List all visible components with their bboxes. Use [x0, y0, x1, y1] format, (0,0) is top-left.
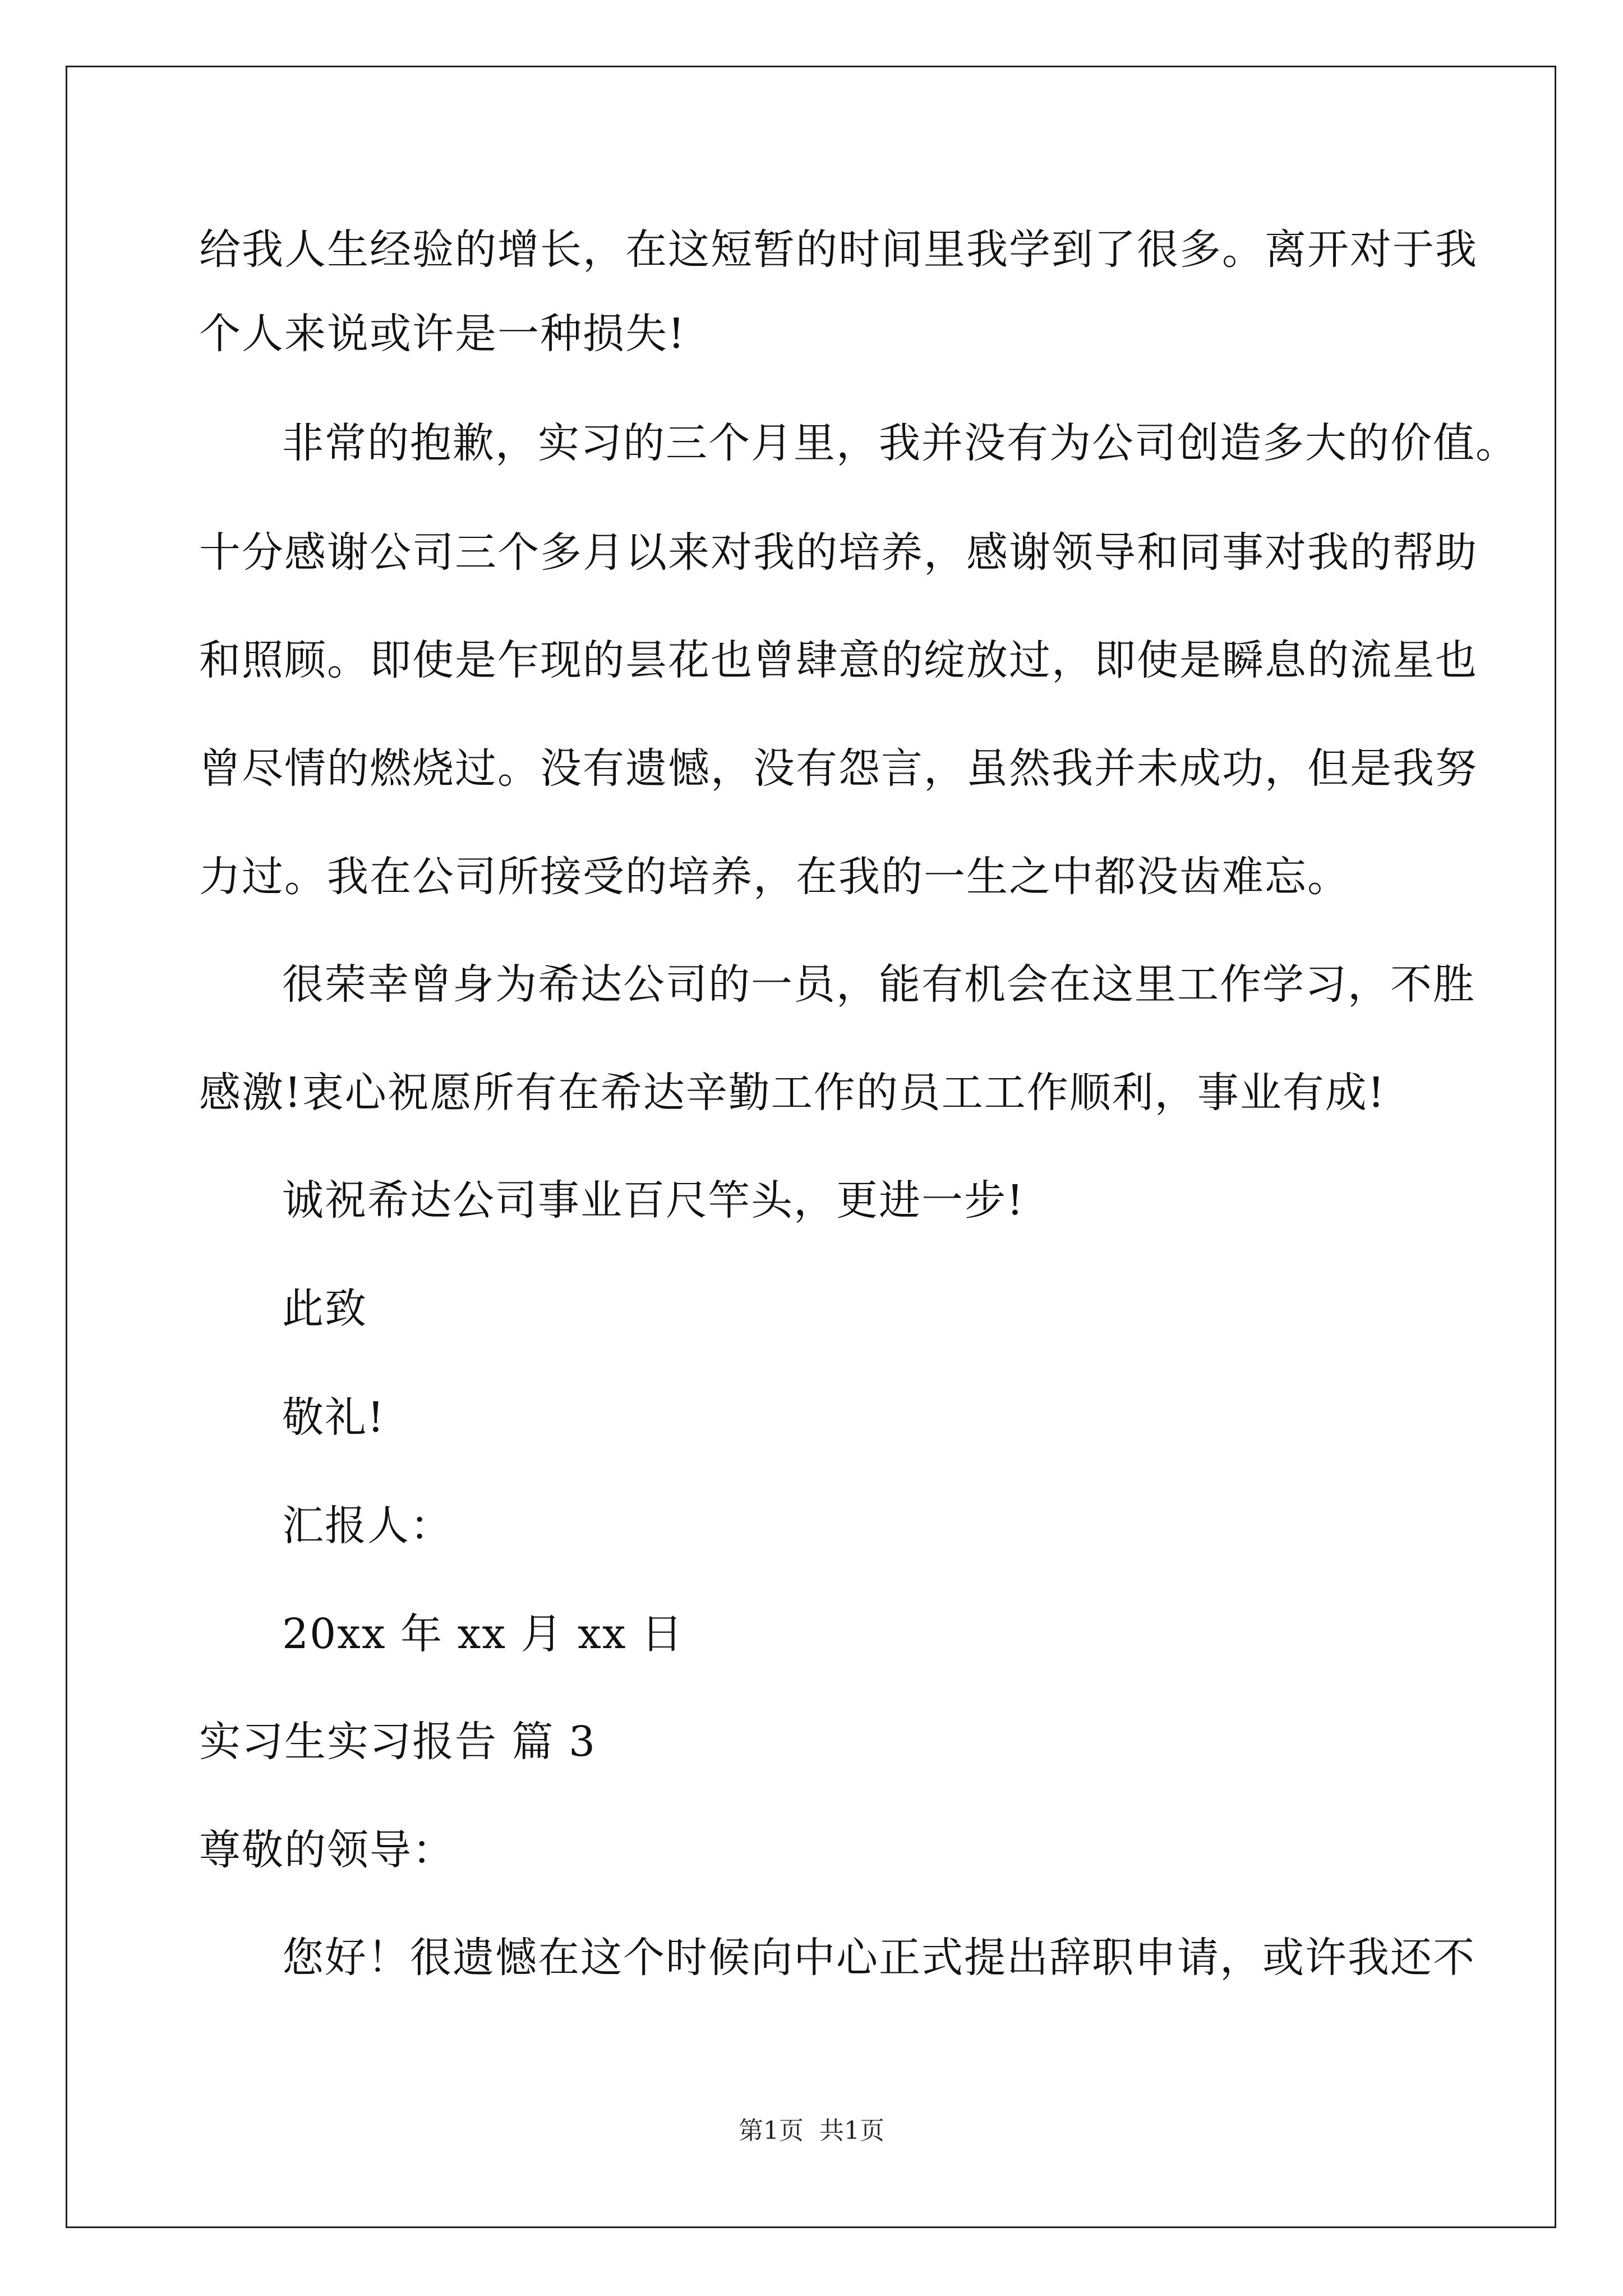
letter-greeting: 尊敬的领导：	[199, 1826, 455, 1874]
text-line: 力过。我在公司所接受的培养，在我的一生之中都没齿难忘。	[199, 853, 1350, 901]
closing-regards: 敬礼!	[282, 1393, 385, 1442]
text-line: 很荣幸曾身为希达公司的一员，能有机会在这里工作学习，不胜	[282, 960, 1476, 1009]
closing-salutation: 此致	[282, 1285, 367, 1333]
page-total: 共1页	[819, 2116, 884, 2145]
reporter-label: 汇报人：	[282, 1502, 453, 1550]
text-line: 个人来说或许是一种损失!	[199, 310, 686, 358]
page-border	[66, 66, 1556, 2228]
text-line: 十分感谢公司三个多月以来对我的培养，感谢领导和同事对我的帮助	[199, 528, 1478, 577]
text-line: 诚祝希达公司事业百尺竿头，更进一步!	[282, 1176, 1025, 1225]
section-heading: 实习生实习报告 篇 3	[199, 1718, 597, 1766]
text-line: 感激!衷心祝愿所有在希达辛勤工作的员工工作顺利，事业有成!	[199, 1069, 1386, 1117]
page-footer	[0, 2117, 1623, 2145]
text-line: 给我人生经验的增长，在这短暂的时间里我学到了很多。离开对于我	[199, 226, 1478, 274]
text-line: 您好！很遗憾在这个时候向中心正式提出辞职申请，或许我还不	[282, 1934, 1476, 1982]
report-date: 20xx 年 xx 月 xx 日	[282, 1610, 684, 1658]
text-line: 和照顾。即使是乍现的昙花也曾肆意的绽放过，即使是瞬息的流星也	[199, 636, 1478, 684]
text-line: 曾尽情的燃烧过。没有遗憾，没有怨言，虽然我并未成功，但是我努	[199, 744, 1478, 793]
text-line: 非常的抱歉，实习的三个月里，我并没有为公司创造多大的价值。	[282, 419, 1518, 467]
page-number: 第1页	[739, 2116, 804, 2145]
